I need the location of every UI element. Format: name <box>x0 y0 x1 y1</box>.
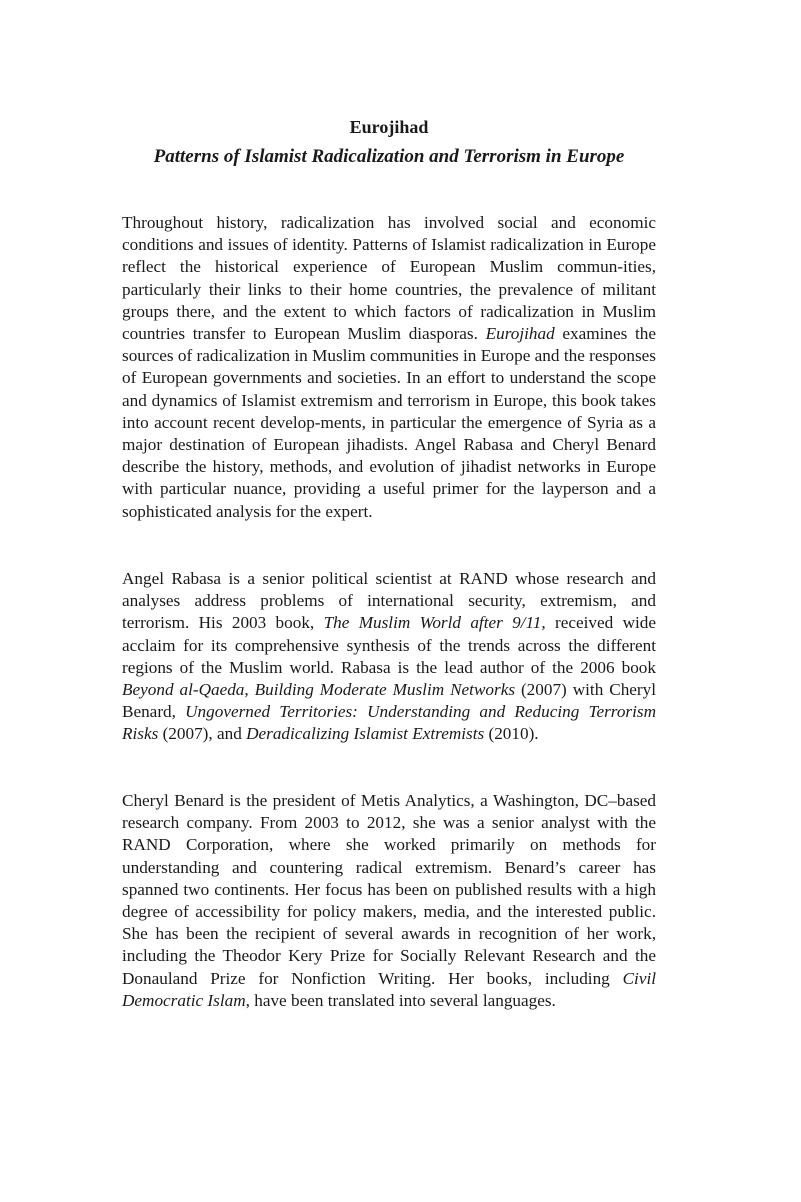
book-subtitle: Patterns of Islamist Radicalization and Terrorism in Europe <box>153 146 625 167</box>
italic-book-title: Civil Democratic Islam <box>122 968 656 1010</box>
author-bio-rabasa <box>122 568 656 746</box>
text-run: , received wide acclaim for its comprehensive synthesis of the trends across the different regions of the Muslim world. Rabasa is the lead author of the 2006 book <box>122 613 656 677</box>
italic-book-title: The Muslim World after 9/11 <box>323 613 542 633</box>
text-run: , <box>244 680 255 700</box>
text-run: (2007), and <box>158 724 247 744</box>
italic-book-title: Building Moderate Muslim Networks <box>254 680 516 700</box>
text-run: Cheryl Benard is the president of Metis Analytics, a Washington, DC–based research company. From 2003 to 2012, she was a senior analyst with the RAND Corporation, where she worked primarily on methods for understanding and countering radical extremism. Benard’s career has spanned two continents. Her focus has been on published results with a high degree of accessibility for policy makers, media, and the interested public. She has been the recipient of several awards in recognition of her work, including the Theodor Kery Prize for Socially Relevant Research and the Donauland Prize for Nonfiction Writing. Her books, including <box>122 791 656 988</box>
italic-title-eurojihad: Eurojihad <box>485 324 555 344</box>
text-run: examines the sources of radicalization in Muslim communities in Europe and the responses of European governments and societies. In an effort to understand the scope and dynamics of Islamist extremism and terrorism in Europe, this book takes into account recent develop-ments, in particular the emergence of Syria as a major destination of European jihadists. Angel Rabasa and Cheryl Benard describe the history, methods, and evolution of jihadist networks in Europe with particular nuance, providing a useful primer for the layperson and a sophisticated analysis for the expert. <box>122 324 656 521</box>
text-run: Throughout history, radicalization has involved social and economic conditions and issues of identity. Patterns of Islamist radicalization in Europe reflect the historical experience of European Muslim commun-ities, particularly their links to their home countries, the prevalence of militant groups there, and the extent to which factors of radicalization in Muslim countries transfer to European Muslim diasporas. <box>122 213 656 344</box>
text-run: (2010). <box>484 724 539 744</box>
text-run: (2007) with Cheryl Benard, <box>122 680 657 722</box>
book-title: Eurojihad <box>349 117 429 137</box>
book-description-paragraph <box>122 212 656 523</box>
italic-book-title: Deradicalizing Islamist Extremists <box>246 724 485 744</box>
italic-book-title: Ungoverned Territories: Understanding and Reducing Terrorism Risks <box>122 702 656 744</box>
text-run: , have been translated into several languages. <box>245 990 556 1010</box>
italic-book-title: Beyond al-Qaeda <box>122 680 245 700</box>
author-bio-benard <box>122 790 656 1012</box>
text-run: Angel Rabasa is a senior political scientist at RAND whose research and analyses address problems of international security, extremism, and terrorism. His 2003 book, <box>122 569 656 633</box>
